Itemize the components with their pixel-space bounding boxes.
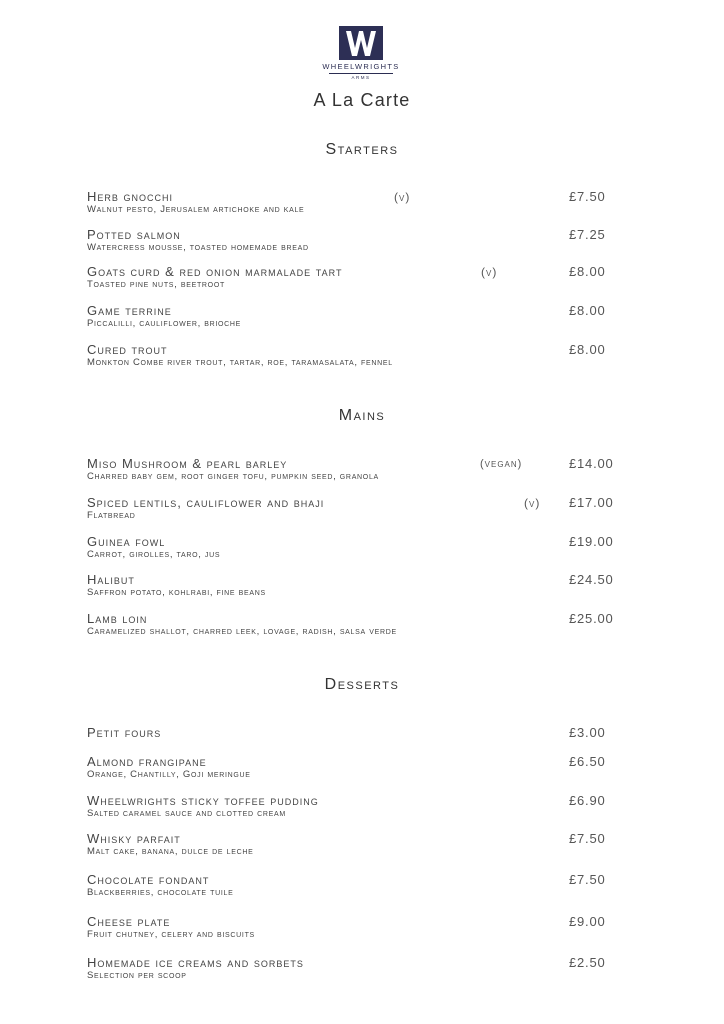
item-name: Herb gnocchi: [87, 189, 174, 204]
item-name: Spiced lentils, cauliflower and bhaji: [87, 495, 325, 510]
item-description: Blackberries, chocolate tuile: [87, 887, 234, 898]
item-price: £7.50: [569, 189, 606, 204]
dietary-tag: (v): [524, 496, 541, 510]
item-price: £14.00: [569, 456, 614, 471]
logo: [311, 26, 411, 80]
item-description: Charred baby gem, root ginger tofu, pumpkin seed, granola: [87, 471, 379, 482]
section-title-desserts: Desserts: [324, 676, 400, 693]
page-title: A La Carte: [313, 90, 411, 110]
item-description: Toasted pine nuts, beetroot: [87, 279, 225, 290]
item-price: £17.00: [569, 495, 614, 510]
item-description: Fruit chutney, celery and biscuits: [87, 929, 255, 940]
item-price: £8.00: [569, 342, 606, 357]
brand-name: WHEELWRIGHTS: [322, 62, 400, 71]
menu-item: [87, 535, 647, 560]
section-title-starters: Starters: [325, 141, 399, 158]
dietary-tag: (v): [394, 190, 411, 204]
dietary-tag: (v): [481, 265, 498, 279]
item-description: Caramelized shallot, charred leek, lovage, radish, salsa verde: [87, 626, 397, 637]
menu-item: [87, 457, 647, 482]
item-name: Cheese plate: [87, 914, 171, 929]
item-name: Petit fours: [87, 725, 162, 740]
item-name: Guinea fowl: [87, 534, 166, 549]
menu-item: [87, 794, 647, 819]
item-name: Goats curd & red onion marmalade tart: [87, 264, 343, 279]
menu-item: [87, 304, 647, 329]
menu-item: [87, 612, 647, 637]
item-name: Whisky parfait: [87, 831, 181, 846]
item-name: Homemade ice creams and sorbets: [87, 955, 304, 970]
item-name: Lamb loin: [87, 611, 148, 626]
menu-item: [87, 573, 647, 598]
brand-subtitle: ARMS: [329, 73, 393, 80]
menu-item: [87, 190, 647, 215]
item-description: Salted caramel sauce and clotted cream: [87, 808, 286, 819]
item-price: £19.00: [569, 534, 614, 549]
item-name: Almond frangipane: [87, 754, 207, 769]
item-price: £24.50: [569, 572, 614, 587]
item-price: £25.00: [569, 611, 614, 626]
item-name: Chocolate fondant: [87, 872, 210, 887]
item-name: Game terrine: [87, 303, 172, 318]
item-price: £7.50: [569, 831, 606, 846]
item-price: £2.50: [569, 955, 606, 970]
item-price: £7.25: [569, 227, 606, 242]
item-description: Walnut pesto, Jerusalem artichoke and kale: [87, 204, 305, 215]
menu-item: [87, 343, 647, 368]
wheelwrights-logo-icon: [339, 26, 383, 60]
item-price: £3.00: [569, 725, 606, 740]
menu-item: [87, 832, 647, 857]
menu-item: [87, 265, 647, 290]
item-description: Watercress mousse, toasted homemade bread: [87, 242, 309, 253]
menu-item: [87, 755, 647, 780]
menu-item: [87, 915, 647, 940]
item-name: Wheelwrights sticky toffee pudding: [87, 793, 319, 808]
item-description: Orange, Chantilly, Goji meringue: [87, 769, 251, 780]
item-price: £7.50: [569, 872, 606, 887]
item-description: Selection per scoop: [87, 970, 187, 981]
item-price: £6.90: [569, 793, 606, 808]
menu-item: [87, 228, 647, 253]
item-price: £8.00: [569, 264, 606, 279]
menu-item: [87, 956, 647, 981]
menu-item: [87, 873, 647, 898]
menu-item: [87, 496, 647, 521]
menu-item: [87, 726, 647, 740]
item-description: Malt cake, banana, dulce de leche: [87, 846, 254, 857]
item-price: £9.00: [569, 914, 606, 929]
section-title-mains: Mains: [338, 407, 386, 424]
item-name: Potted salmon: [87, 227, 181, 242]
item-description: Carrot, girolles, taro, jus: [87, 549, 221, 560]
dietary-tag: (vegan): [480, 458, 523, 470]
item-name: Cured trout: [87, 342, 168, 357]
item-description: Saffron potato, kohlrabi, fine beans: [87, 587, 266, 598]
item-description: Piccalilli, cauliflower, brioche: [87, 318, 242, 329]
item-description: Flatbread: [87, 510, 136, 521]
item-price: £8.00: [569, 303, 606, 318]
item-description: Monkton Combe river trout, tartar, roe, taramasalata, fennel: [87, 357, 393, 368]
item-name: Miso Mushroom & pearl barley: [87, 456, 288, 471]
item-price: £6.50: [569, 754, 606, 769]
item-name: Halibut: [87, 572, 135, 587]
